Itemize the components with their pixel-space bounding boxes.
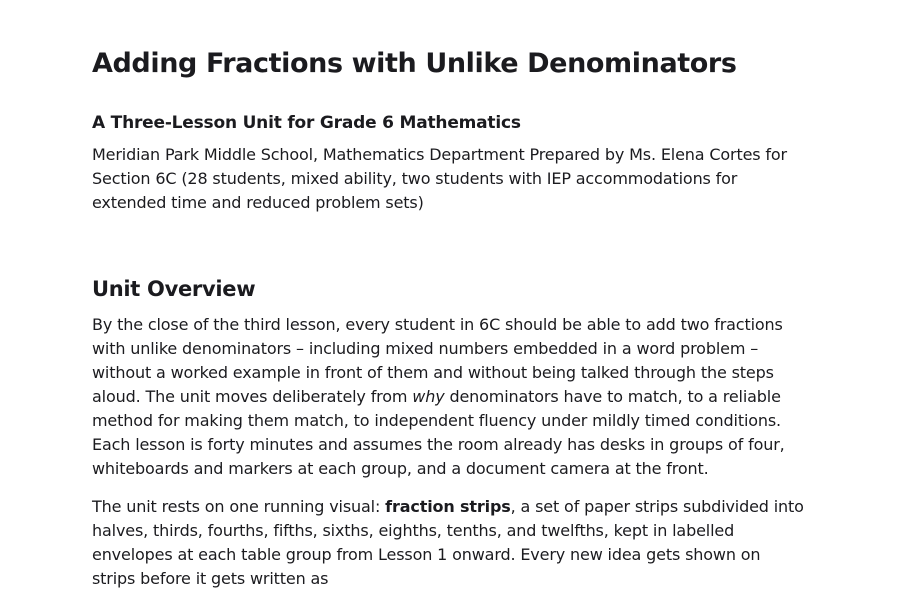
overview-bold-fraction-strips: fraction strips	[385, 497, 511, 516]
document-subtitle: A Three-Lesson Unit for Grade 6 Mathematics	[92, 113, 521, 133]
overview-paragraph-2-start: The unit rests on one running visual:	[92, 497, 386, 516]
overview-paragraph-1-start: By the close of the third lesson, every student in 6C should be able to add two fractions with unlike denominators – including mixed numbers embedded in a word problem – without a worked example in front of them and without being talked through the steps aloud. The unit moves deliberately from	[92, 315, 783, 406]
overview-paragraph-1	[92, 313, 808, 481]
overview-paragraph-2-end: , a set of paper strips subdivided into halves, thirds, fourths, fifths, sixths, eighths, tenths, and twelfths, kept in labelled envelopes at each table group from Lesson 1 onward. Every new idea gets shown on strips before it gets written as	[92, 497, 804, 588]
document-title: Adding Fractions with Unlike Denominators	[92, 48, 737, 79]
overview-paragraph-2	[92, 495, 808, 591]
document-meta: Meridian Park Middle School, Mathematics Department Prepared by Ms. Elena Cortes for Section 6C (28 students, mixed ability, two students with IEP accommodations for extended time and reduced problem sets)	[92, 145, 787, 212]
overview-emphasis-why: why	[412, 387, 445, 406]
section-heading-unit-overview: Unit Overview	[92, 277, 256, 301]
overview-paragraph-1-end: denominators have to match, to a reliable method for making them match, to independent fluency under mildly timed conditions. Each lesson is forty minutes and assumes the room already has desks in groups of four, whiteboards and markers at each group, and a document camera at the front.	[92, 387, 785, 478]
